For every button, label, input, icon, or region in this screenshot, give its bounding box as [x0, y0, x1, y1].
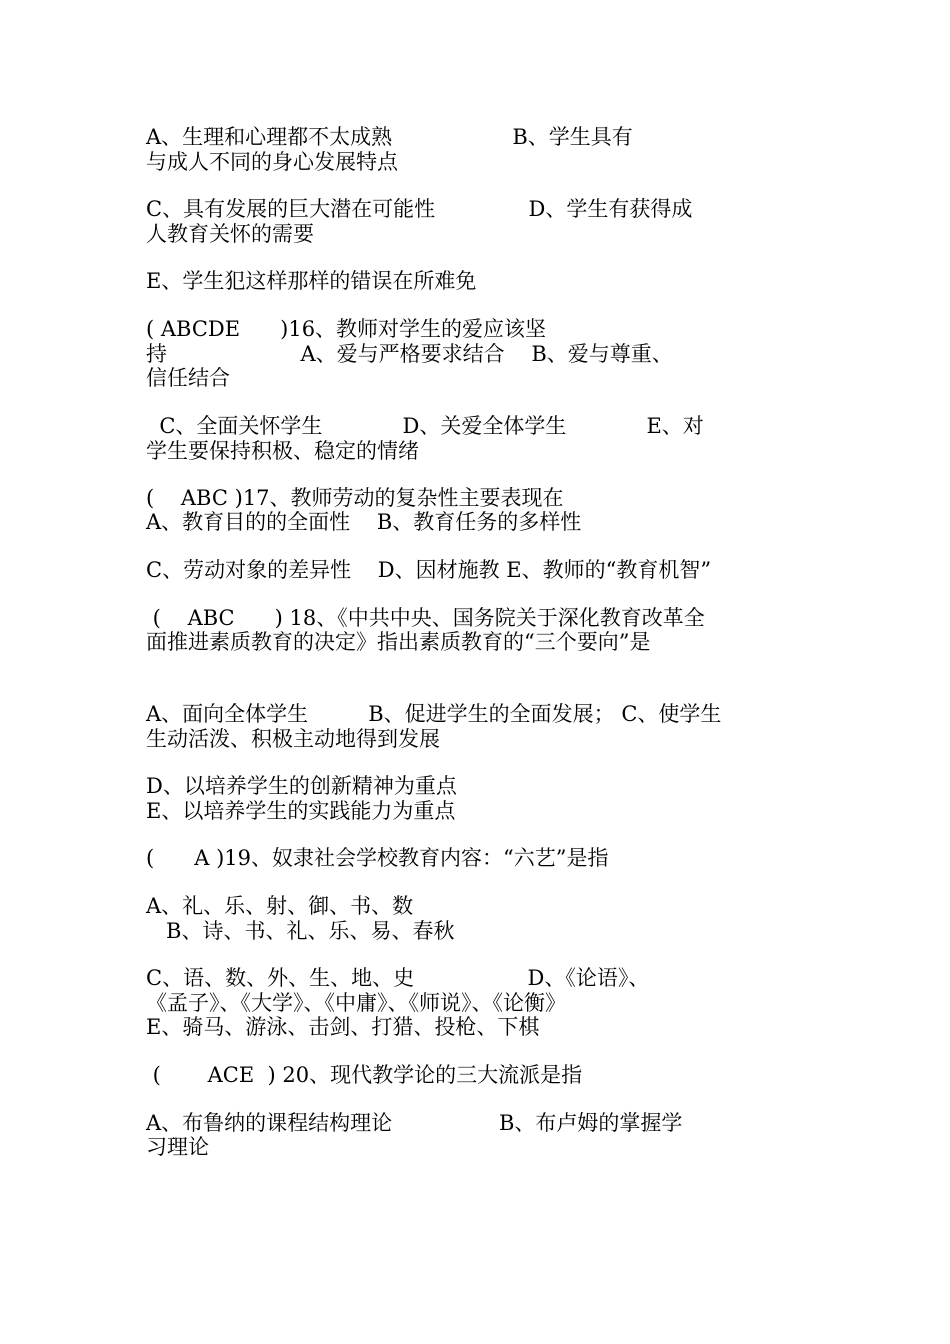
text-line: A、生理和心理都不太成熟 B、学生具有 — [146, 125, 633, 149]
text-line: 面推进素质教育的决定》指出素质教育的“三个要向”是 — [146, 630, 651, 654]
text-line: 生动活泼、积极主动地得到发展 — [146, 727, 440, 751]
text-line: 与成人不同的身心发展特点 — [146, 150, 398, 174]
text-line: E、骑马、游泳、击剑、打猎、投枪、下棋 — [146, 1015, 540, 1039]
text-line: 信任结合 — [146, 366, 230, 390]
text-line: 学生要保持积极、稳定的情绪 — [146, 439, 419, 463]
question-20: ( ACE ) 20、现代教学论的三大流派是指 — [146, 1063, 583, 1087]
text-line: D、以培养学生的创新精神为重点 — [146, 774, 457, 798]
question-19: ( A )19、奴隶社会学校教育内容：“六艺”是指 — [146, 846, 609, 870]
text-line: 持 A、爱与严格要求结合 B、爱与尊重、 — [146, 342, 673, 366]
text-line: A、教育目的的全面性 B、教育任务的多样性 — [146, 510, 582, 534]
text-line: E、学生犯这样那样的错误在所难免 — [146, 269, 477, 293]
question-17: ( ABC )17、教师劳动的复杂性主要表现在 — [146, 486, 564, 510]
text-line: C、劳动对象的差异性 D、因材施教 E、教师的“教育机智” — [146, 558, 712, 582]
question-18: ( ABC ) 18、《中共中央、国务院关于深化教育改革全 — [146, 606, 705, 630]
question-16: ( ABCDE )16、教师对学生的爱应该坚 — [146, 317, 547, 341]
text-line: A、布鲁纳的课程结构理论 B、布卢姆的掌握学 — [146, 1111, 683, 1135]
text-line: 人教育关怀的需要 — [146, 222, 314, 246]
text-line: C、具有发展的巨大潜在可能性 D、学生有获得成 — [146, 197, 693, 221]
text-line: C、全面关怀学生 D、关爱全体学生 E、对 — [146, 414, 704, 438]
text-line: E、以培养学生的实践能力为重点 — [146, 799, 456, 823]
text-line: A、礼、乐、射、御、书、数 — [146, 894, 414, 918]
text-line: A、面向全体学生 B、促进学生的全面发展； C、使学生 — [146, 702, 722, 726]
text-line: 习理论 — [146, 1135, 209, 1159]
text-line: B、诗、书、礼、乐、易、春秋 — [146, 919, 455, 943]
text-line: 《孟子》、《大学》、《中庸》、《师说》、《论衡》 — [146, 991, 566, 1015]
text-line: C、语、数、外、生、地、史 D、《论语》、 — [146, 966, 650, 990]
